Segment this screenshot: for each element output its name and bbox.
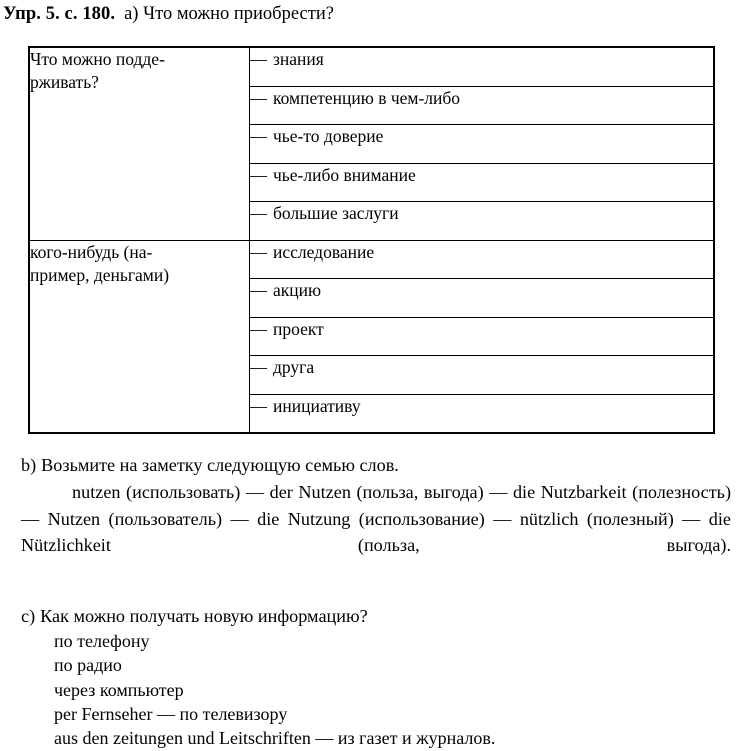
item-label: акцию — [273, 280, 322, 300]
section-b-marker: b) — [21, 455, 37, 475]
prose-container — [21, 452, 733, 751]
group-prompt-line: пример, деньгами) — [30, 264, 170, 285]
em-dash-marker: — — [249, 49, 267, 69]
item-cell — [249, 279, 714, 318]
section-b — [21, 452, 733, 585]
section-c-marker: c) — [21, 606, 36, 627]
item-cell — [249, 47, 714, 86]
em-dash-marker: — — [249, 395, 267, 416]
list-item: per Fernseher — по телевизору — [54, 704, 288, 725]
item-cell — [249, 356, 714, 395]
item-label: чье-то доверие — [273, 126, 384, 146]
word-combination-table — [28, 46, 715, 434]
section-c — [21, 603, 733, 750]
list-item: по радио — [54, 655, 122, 676]
list-item: по телефону — [54, 631, 150, 652]
list-item: aus den zeitungen und Leitschriften — из газет и журналов. — [54, 728, 496, 749]
em-dash-marker: — — [249, 280, 267, 300]
exercise-question: а) Что можно приобрести? — [124, 4, 334, 24]
section-b-lead — [21, 452, 733, 478]
item-label: друга — [273, 357, 315, 377]
item-cell — [249, 86, 714, 125]
item-label: большие заслуги — [273, 203, 399, 223]
section-c-lead-text: Как можно получать новую информацию? — [40, 606, 368, 627]
em-dash-marker: — — [249, 203, 267, 223]
group-prompt-line: кого-нибудь (на- — [30, 241, 153, 262]
em-dash-marker: — — [249, 164, 267, 185]
table-body — [29, 47, 714, 433]
table-row — [29, 47, 714, 86]
item-label: чье-либо внимание — [273, 164, 416, 185]
item-cell — [249, 125, 714, 164]
item-cell — [249, 317, 714, 356]
item-label: проект — [273, 318, 324, 339]
section-c-lead — [21, 603, 733, 629]
section-b-lead-text: Возьмите на заметку следующую семью слов. — [41, 455, 399, 475]
item-cell — [249, 202, 714, 241]
item-cell — [249, 163, 714, 202]
group-prompt-cell — [29, 240, 249, 433]
group-prompt-line: рживать? — [30, 72, 99, 92]
item-label: компетенцию в чем-либо — [273, 87, 461, 108]
group-prompt-cell — [29, 47, 249, 240]
table-row — [29, 240, 714, 279]
em-dash-marker: — — [249, 87, 267, 108]
em-dash-marker: — — [249, 241, 267, 262]
em-dash-marker: — — [249, 318, 267, 339]
item-label: исследование — [273, 241, 375, 262]
page-title — [3, 0, 733, 28]
list-item: через компьютер — [54, 679, 184, 700]
item-label: знания — [273, 49, 324, 69]
exercise-reference: Упр. 5. с. 180. — [3, 4, 116, 24]
item-cell — [249, 240, 714, 279]
item-label: инициативу — [273, 395, 361, 416]
word-family-paragraph: nutzen (использовать) — der Nutzen (польза, выгода) — die Nutzbarkeit (полезность) — Nutzen (пользователь) — die Nutzung (использование) — nützlich (полезный) — die Nützlichkeit (польза, выгода). — [21, 482, 731, 555]
item-cell — [249, 394, 714, 433]
group-prompt-line: Что можно подде- — [30, 49, 165, 69]
em-dash-marker: — — [249, 357, 267, 377]
em-dash-marker: — — [249, 126, 267, 146]
information-source-list — [21, 629, 733, 750]
